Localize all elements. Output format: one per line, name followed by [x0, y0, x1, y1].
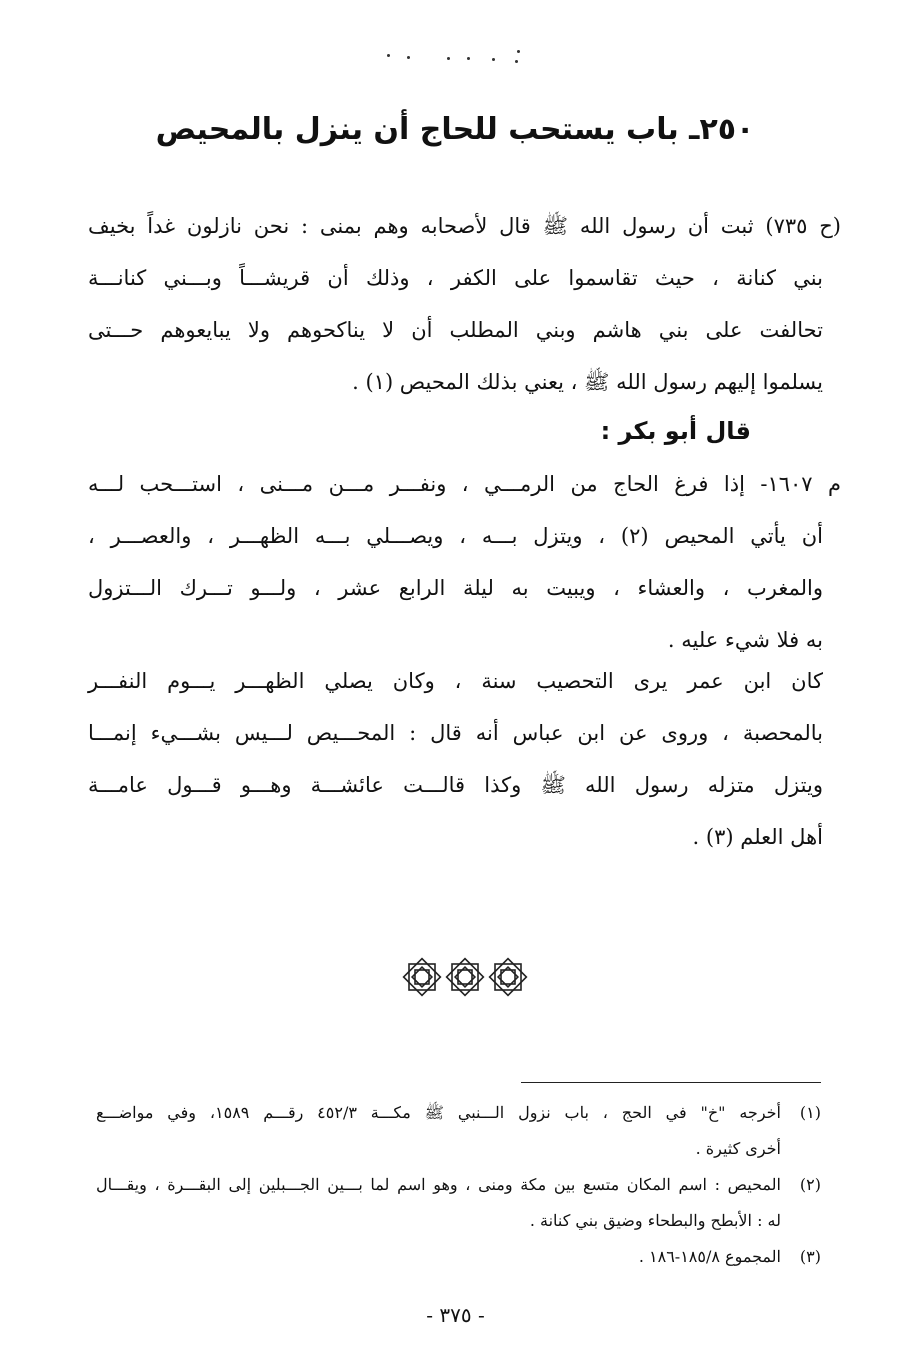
masalah-line: م ١٦٠٧- إذا فرغ الحاج من الرمـــي ، ونفـــر مـــن مـــنى ، استـــحب لـــه [88, 472, 841, 496]
masalah-line: به فلا شيء عليه . [667, 628, 823, 652]
masalah-line: والمغرب ، والعشاء ، ويبيت به ليلة الرابع عشر ، ولـــو تـــرك الـــتزول [88, 576, 823, 600]
hadith-line: يسلموا إليهم رسول الله ﷺ ، يعني بذلك المحيص (١) . [352, 370, 823, 394]
footnote-text: أخرى كثيرة . [695, 1139, 781, 1158]
masalah-paragraph [88, 458, 841, 666]
footnote-3 [96, 1239, 821, 1275]
footnote-1 [96, 1095, 821, 1167]
footnote-divider [521, 1082, 821, 1083]
masalah-line: أن يأتي المحيص (٢) ، ويتزل بـــه ، ويصـــلي بـــه الظهـــر ، والعصـــر ، [88, 524, 824, 548]
footnote-number: (١) [799, 1103, 821, 1122]
commentary-paragraph [88, 655, 823, 863]
footnote-text: المحيص : اسم المكان متسع بين مكة ومنى ، وهو اسم لما بـــين الجـــبلين إلى البقـــرة ، ويقـــال [96, 1175, 781, 1194]
hadith-line: (ح ٧٣٥) ثبت أن رسول الله ﷺ قال لأصحابه وهم بمنى : نحن نازلون غداً بخيف [88, 214, 841, 238]
chapter-title: ٢٥٠ـ باب يستحب للحاج أن ينزل بالمحيص [155, 112, 755, 147]
commentary-line: بالمحصبة ، وروى عن ابن عباس أنه قال : المحـــيص لـــيس بشـــيء إنمـــا [88, 721, 823, 745]
scan-specks [380, 50, 540, 70]
hadith-paragraph [88, 200, 841, 408]
commentary-line: كان ابن عمر يرى التحصيب سنة ، وكان يصلي الظهـــر يـــوم النفـــر [88, 669, 823, 693]
commentary-line: ويتزل متزله رسول الله ﷺ وكذا قالـــت عائشـــة وهـــو قـــول عامـــة [88, 773, 823, 797]
footnote-2 [96, 1167, 821, 1239]
footnote-number: (٣) [799, 1247, 821, 1266]
footnote-number: (٢) [799, 1175, 821, 1194]
star-knot-ornament-icon [400, 955, 530, 999]
commentary-line: أهل العلم (٣) . [692, 825, 823, 849]
hadith-line: بني كنانة ، حيث تقاسموا على الكفر ، وذلك أن قريشـــاً وبـــني كنانـــة [88, 266, 823, 290]
page-number: - ٣٧٥ - [426, 1303, 485, 1327]
footnote-text: المجموع ١٨٥/٨-١٨٦ . [638, 1247, 781, 1266]
footnote-text: له : الأبطح والبطحاء وضيق بني كنانة . [529, 1211, 781, 1230]
footnotes [96, 1095, 821, 1275]
hadith-line: تحالفت على بني هاشم وبني المطلب أن لا يناكحوهم ولا يبايعوهم حـــتى [88, 318, 823, 342]
footnote-text: أخرجه "خ" في الحج ، باب نزول الـــنبي ﷺ مكـــة ٤٥٢/٣ رقـــم ١٥٨٩، وفي مواضـــع [96, 1103, 781, 1122]
section-heading: قال أبو بكر : [600, 417, 751, 445]
